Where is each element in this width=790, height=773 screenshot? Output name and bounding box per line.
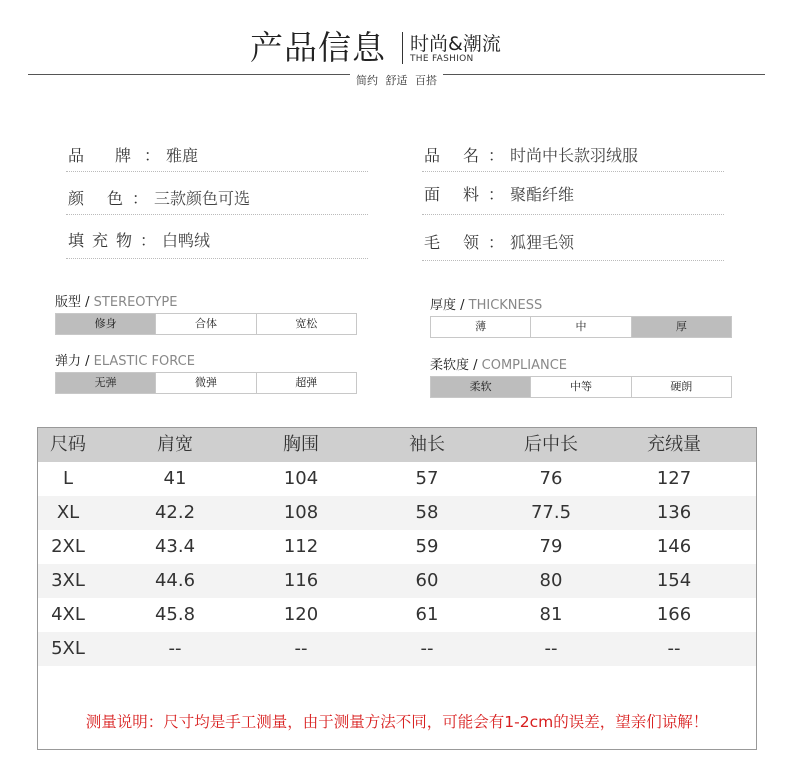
cell: 5XL: [51, 638, 85, 659]
cell: 57: [415, 468, 439, 489]
cell: 58: [415, 502, 439, 523]
compliance-title: 柔软度 / COMPLIANCE: [430, 358, 568, 373]
elastic-title: 弹力 / ELASTIC FORCE: [55, 354, 195, 369]
title-divider: [402, 32, 403, 64]
info-label: 品 牌：: [68, 146, 160, 165]
option-soft: 柔软: [431, 377, 530, 397]
header-size: 尺码: [50, 434, 86, 455]
info-filling: [68, 228, 210, 251]
cell: --: [544, 638, 558, 659]
cell: XL: [56, 502, 80, 523]
info-color: [68, 186, 250, 209]
dotted-divider: [422, 260, 724, 261]
table-row: [38, 564, 756, 598]
cell: 2XL: [51, 536, 85, 557]
info-label: 填充物：: [68, 231, 156, 250]
option-thin: 薄: [431, 317, 530, 337]
header-down-fill: 充绒量: [647, 434, 701, 455]
cell: 77.5: [530, 502, 572, 523]
header-chest: 胸围: [283, 434, 319, 455]
info-brand: [68, 143, 198, 166]
subtitle-en: THE FASHION: [410, 54, 474, 64]
cell: 127: [656, 468, 692, 489]
dotted-divider: [422, 214, 724, 215]
cell: 61: [415, 604, 439, 625]
cell: 116: [283, 570, 319, 591]
cell: --: [420, 638, 434, 659]
table-row: [38, 598, 756, 632]
option-super-stretch: 超弹: [256, 373, 356, 393]
dotted-divider: [422, 171, 724, 172]
elastic-options: [55, 372, 357, 394]
cell: --: [667, 638, 681, 659]
cell: 59: [415, 536, 439, 557]
header-sleeve: 袖长: [409, 434, 445, 455]
cell: 81: [539, 604, 563, 625]
cell: 44.6: [154, 570, 196, 591]
cell: 4XL: [51, 604, 85, 625]
compliance-options: [430, 376, 732, 398]
table-header: [38, 428, 756, 462]
info-label: 颜 色：: [68, 189, 148, 208]
option-no-stretch: 无弹: [56, 373, 155, 393]
cell: 80: [539, 570, 563, 591]
page-title: 产品信息: [250, 28, 386, 67]
stereotype-options: [55, 313, 357, 335]
cell: 3XL: [51, 570, 85, 591]
table-row: [38, 530, 756, 564]
option-thick: 厚: [631, 317, 731, 337]
cell: 41: [163, 468, 187, 489]
cell: 166: [656, 604, 692, 625]
option-slim: 修身: [56, 314, 155, 334]
header-back-length: 后中长: [524, 434, 578, 455]
dotted-divider: [66, 258, 368, 259]
option-medium: 中: [530, 317, 630, 337]
cell: 43.4: [154, 536, 196, 557]
cell: 42.2: [154, 502, 196, 523]
cell: 136: [656, 502, 692, 523]
cell: 146: [656, 536, 692, 557]
header-shoulder: 肩宽: [157, 434, 193, 455]
cell: --: [168, 638, 182, 659]
option-slight-stretch: 微弹: [155, 373, 255, 393]
info-value: 雅鹿: [166, 146, 199, 165]
dotted-divider: [66, 171, 368, 172]
cell: 120: [283, 604, 319, 625]
option-fit: 合体: [155, 314, 255, 334]
info-name: [424, 143, 638, 166]
info-value: 狐狸毛领: [510, 233, 575, 252]
option-firm: 硬朗: [631, 377, 731, 397]
table-row: [38, 632, 756, 666]
cell: 104: [283, 468, 319, 489]
info-value: 白鸭绒: [162, 231, 211, 250]
cell: 154: [656, 570, 692, 591]
cell: L: [62, 468, 74, 489]
thickness-options: [430, 316, 732, 338]
cell: 45.8: [154, 604, 196, 625]
info-label: 毛 领：: [424, 233, 504, 252]
cell: 76: [539, 468, 563, 489]
measurement-note: 测量说明：尺寸均是手工测量，由于测量方法不同，可能会有1-2cm的误差，望亲们谅解！: [85, 713, 709, 731]
table-row: [38, 462, 756, 496]
cell: 112: [283, 536, 319, 557]
cell: --: [294, 638, 308, 659]
info-value: 时尚中长款羽绒服: [510, 146, 639, 165]
thickness-title: 厚度 / THICKNESS: [430, 298, 543, 313]
info-label: 面 料：: [424, 185, 504, 204]
option-moderate: 中等: [530, 377, 630, 397]
stereotype-title: 版型 / STEREOTYPE: [55, 295, 178, 310]
size-table: [37, 427, 757, 750]
info-fabric: [424, 182, 574, 205]
info-collar: [424, 230, 574, 253]
cell: 60: [415, 570, 439, 591]
table-row: [38, 496, 756, 530]
header-tags: 简约 舒适 百搭: [350, 72, 443, 88]
info-value: 三款颜色可选: [154, 189, 251, 208]
cell: 108: [283, 502, 319, 523]
dotted-divider: [66, 214, 368, 215]
info-label: 品 名：: [424, 146, 504, 165]
subtitle-cn: 时尚&潮流: [410, 33, 501, 55]
cell: 79: [539, 536, 563, 557]
option-loose: 宽松: [256, 314, 356, 334]
info-value: 聚酯纤维: [510, 185, 575, 204]
